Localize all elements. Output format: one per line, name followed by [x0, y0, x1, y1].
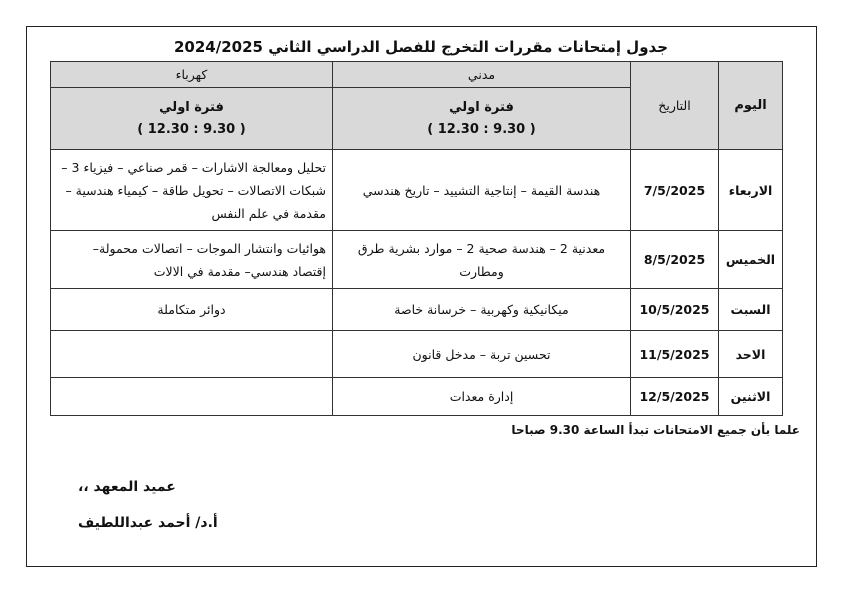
row-civil-courses: معدنية 2 – هندسة صحية 2 – موارد بشرية طرق ومطارت	[333, 231, 631, 289]
row-civil-courses: هندسة القيمة – إنتاجية التشييد – تاريخ هندسي	[333, 150, 631, 231]
row-day: الاحد	[719, 331, 783, 378]
row-day: الاربعاء	[719, 150, 783, 231]
header-day: اليوم	[719, 62, 783, 150]
table-row	[51, 289, 783, 331]
header-electrical-dept: كهرباء	[51, 62, 333, 88]
civil-period-label: فترة اولي	[449, 99, 514, 115]
exam-schedule-table	[50, 61, 783, 416]
document-title: جدول إمتحانات مقررات التخرج للفصل الدراسي الثاني 2024/2025	[174, 38, 668, 56]
row-day: الخميس	[719, 231, 783, 289]
header-date: التاريخ	[631, 62, 719, 150]
row-electrical-courses	[51, 331, 333, 378]
exam-time-note: علما بأن جميع الامتحانات تبدأ الساعة 9.30 صباحا	[511, 423, 800, 437]
row-date: 11/5/2025	[631, 331, 719, 378]
civil-period-time: ( 9.30 : 12.30 )	[427, 121, 536, 137]
row-date: 10/5/2025	[631, 289, 719, 331]
table-row	[51, 378, 783, 416]
table-row	[51, 150, 783, 231]
row-electrical-courses: هوائيات وانتشار الموجات – اتصالات محمولة– إقتصاد هندسي– مقدمة في الالات	[51, 231, 333, 289]
row-date: 7/5/2025	[631, 150, 719, 231]
table-row	[51, 331, 783, 378]
table-row	[51, 231, 783, 289]
row-date: 12/5/2025	[631, 378, 719, 416]
row-day: الاثنين	[719, 378, 783, 416]
signature-name: أ.د/ أحمد عبداللطيف	[78, 515, 218, 531]
header-civil-dept: مدني	[333, 62, 631, 88]
row-electrical-courses	[51, 378, 333, 416]
electrical-period-time: ( 9.30 : 12.30 )	[137, 121, 246, 137]
row-electrical-courses: دوائر متكاملة	[51, 289, 333, 331]
row-day: السبت	[719, 289, 783, 331]
row-electrical-courses: تحليل ومعالجة الاشارات – قمر صناعي – فيزياء 3 – شبكات الاتصالات – تحويل طاقة – كيمياء هندسية – مقدمة في علم النفس	[51, 150, 333, 231]
header-civil-period	[333, 88, 631, 150]
electrical-period-label: فترة اولي	[159, 99, 224, 115]
header-electrical-period	[51, 88, 333, 150]
signature-title: عميد المعهد ،،	[78, 479, 176, 495]
row-civil-courses: تحسين تربة – مدخل قانون	[333, 331, 631, 378]
row-civil-courses: إدارة معدات	[333, 378, 631, 416]
row-date: 8/5/2025	[631, 231, 719, 289]
row-civil-courses: ميكانيكية وكهربية – خرسانة خاصة	[333, 289, 631, 331]
